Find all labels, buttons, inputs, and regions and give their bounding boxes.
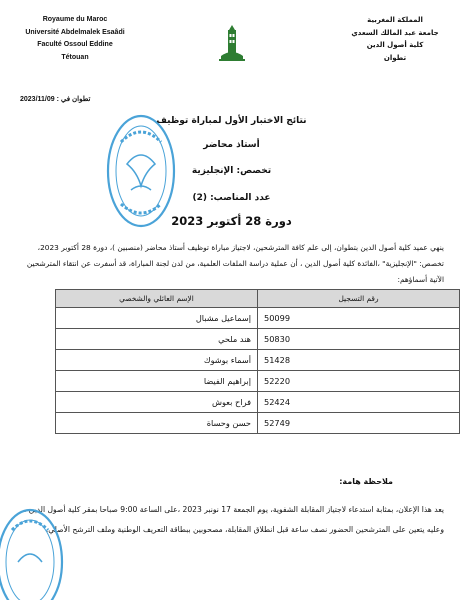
cell-name: إبراهيم الفيضا (56, 371, 258, 392)
cell-registration: 50099 (258, 308, 460, 329)
note-title: ملاحظة هامة: (339, 477, 393, 486)
header-fr (0, 14, 150, 64)
header-ar-line-2: جامعة عبد المالك السعدي (351, 28, 439, 37)
cell-registration: 52424 (258, 392, 460, 413)
header-fr-line-3: Faculté Ossoul Eddine (37, 41, 113, 48)
title-line-3: تخصص: الإنجليزية (191, 166, 272, 176)
table-header-row (56, 290, 460, 308)
header-fr-line-1: Royaume du Maroc (42, 16, 108, 23)
title-line-1: نتائج الاختبار الأول لمباراة توظيف (156, 116, 307, 126)
header-ar-line-3: كلية أصول الدين (366, 41, 424, 49)
note-body: يعد هذا الإعلان، بمثابة استدعاء لاجتياز المقابلة الشفوية، يوم الجمعة 17 نونبر 2023 ،على الساعة 9:00 صباحا بمقر كلية أصول الدين ، وعليه يتعين على المترشحين الحضور نصف ساعة قبل انطلاق المقابلة، مصحوبين ببطاقة التعريف الوطنية وملف الترشح الأصلي. (23, 505, 444, 534)
table-row (56, 329, 460, 350)
header-ar-line-1: المملكة المغربية (367, 16, 423, 24)
header-fr-line-4: Tétouan (61, 53, 89, 61)
cell-name: فراح بعوش (56, 392, 258, 413)
header-ar (335, 14, 455, 64)
cell-registration: 52220 (258, 371, 460, 392)
table-row (56, 350, 460, 371)
cell-name: هند ملحي (56, 329, 258, 350)
results-table (55, 289, 460, 434)
header-name: الإسم العائلي والشخصي (56, 290, 258, 308)
cell-registration: 50830 (258, 329, 460, 350)
header-ar-line-4: تطوان (383, 53, 407, 62)
header-registration: رقم التسجيل (258, 290, 460, 308)
cell-name: حسن وحساة (56, 413, 258, 434)
title-line-4: عدد المناصب: (2) (192, 193, 271, 203)
document-date: تطوان في : 2023/11/09 (20, 96, 91, 103)
table-row (56, 392, 460, 413)
cell-registration: 52749 (258, 413, 460, 434)
title-line-5: دورة 28 أكتوبر 2023 (171, 214, 292, 228)
table-row (56, 413, 460, 434)
faculty-round-stamp-bottom-icon (0, 500, 66, 600)
table-row (56, 308, 460, 329)
cell-name: إسماعيل مشبال (56, 308, 258, 329)
cell-registration: 51428 (258, 350, 460, 371)
intro-paragraph: ينهي عميد كلية أصول الدين بتطوان، إلى علم كافة المترشحين، لاجتياز مباراة توظيف أستاذ محاضر (منصبين )، دورة 28 أكتوبر 2023، تخصص: "الإنجليزية" ،الفائدة كلية أصول الدين ، أن عملية دراسة الملفات العلمية، من لدن لجنة المباراة، قد أسفرت عن انتقاء المترشحين الآتية أسماؤهم: (26, 243, 444, 284)
table-row (56, 371, 460, 392)
university-tower-logo-icon (218, 24, 246, 64)
title-line-2: أستاذ محاضر (203, 140, 260, 150)
cell-name: أسماء بوشوك (56, 350, 258, 371)
header-fr-line-2: Université Abdelmalek Esaâdi (25, 28, 125, 36)
